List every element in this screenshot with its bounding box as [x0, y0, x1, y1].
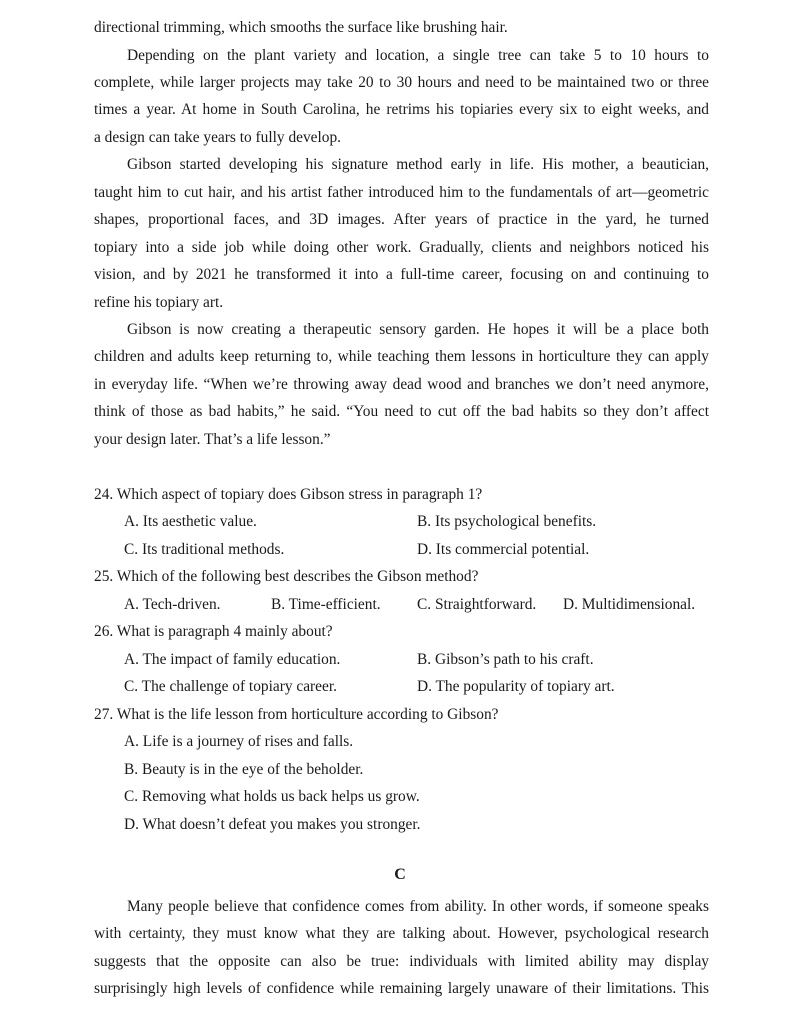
question-25-option-a[interactable]: A. Tech-driven. [124, 596, 221, 613]
question-25-option-d[interactable]: D. Multidimensional. [563, 596, 696, 613]
question-27-option-a[interactable]: A. Life is a journey of rises and falls. [124, 733, 354, 750]
question-25-stem: 25. Which of the following best describes the Gibson method? [94, 568, 479, 585]
passage-line: your design later. That’s a life lesson.” [94, 431, 331, 448]
passage-line: surprisingly high levels of confidence while remaining largely unaware of their limitations. This [94, 980, 709, 997]
question-26-stem: 26. What is paragraph 4 mainly about? [94, 623, 333, 640]
question-24-option-d[interactable]: D. Its commercial potential. [417, 541, 590, 558]
passage-line: a design can take years to fully develop. [94, 129, 342, 146]
passage-line: topiary into a side job while doing other work. Gradually, clients and neighbors noticed his [94, 239, 709, 256]
question-27-stem: 27. What is the life lesson from horticulture according to Gibson? [94, 706, 499, 723]
question-26-option-a[interactable]: A. The impact of family education. [124, 651, 341, 668]
question-24-option-a[interactable]: A. Its aesthetic value. [124, 513, 257, 530]
passage-line: in everyday life. “When we’re throwing away dead wood and branches we don’t need anymore, [94, 376, 709, 393]
passage-line: times a year. At home in South Carolina, he retrims his topiaries every six to eight weeks, and [94, 101, 709, 118]
passage-line: complete, while larger projects may take 20 to 30 hours and need to be maintained two or three [94, 74, 709, 91]
passage-line: Many people believe that confidence comes from ability. In other words, if someone speaks [127, 898, 709, 915]
question-27-option-c[interactable]: C. Removing what holds us back helps us grow. [124, 788, 420, 805]
passage-line: shapes, proportional faces, and 3D images. After years of practice in the yard, he turned [94, 211, 709, 228]
question-26-option-b[interactable]: B. Gibson’s path to his craft. [417, 651, 594, 668]
passage-line: refine his topiary art. [94, 294, 224, 311]
passage-line: taught him to cut hair, and his artist father introduced him to the fundamentals of art—geometric [94, 184, 709, 201]
question-27-option-d[interactable]: D. What doesn’t defeat you makes you stronger. [124, 816, 421, 833]
question-27-option-b[interactable]: B. Beauty is in the eye of the beholder. [124, 761, 364, 778]
passage-line: vision, and by 2021 he transformed it into a full-time career, focusing on and continuing to [94, 266, 709, 283]
passage-line: directional trimming, which smooths the surface like brushing hair. [94, 19, 508, 36]
question-26-option-d[interactable]: D. The popularity of topiary art. [417, 678, 615, 695]
passage-line: Depending on the plant variety and location, a single tree can take 5 to 10 hours to [127, 47, 709, 64]
question-25-option-c[interactable]: C. Straightforward. [417, 596, 537, 613]
passage-line: with certainty, they must know what they are talking about. However, psychological research [94, 925, 709, 942]
passage-line: Gibson started developing his signature method early in life. His mother, a beautician, [127, 156, 709, 173]
question-24-option-b[interactable]: B. Its psychological benefits. [417, 513, 597, 530]
question-24-option-c[interactable]: C. Its traditional methods. [124, 541, 285, 558]
question-25-option-b[interactable]: B. Time-efficient. [271, 596, 381, 613]
passage-line: think of those as bad habits,” he said. “You need to cut off the bad habits so they don’t affect [94, 403, 709, 420]
question-26-option-c[interactable]: C. The challenge of topiary career. [124, 678, 337, 695]
question-24-stem: 24. Which aspect of topiary does Gibson stress in paragraph 1? [94, 486, 483, 503]
section-heading: C [394, 866, 406, 883]
passage-line: Gibson is now creating a therapeutic sensory garden. He hopes it will be a place both [127, 321, 709, 338]
passage-line: children and adults keep returning to, while teaching them lessons in horticulture they can apply [94, 348, 709, 365]
passage-line: suggests that the opposite can also be true: individuals with limited ability may display [94, 953, 709, 970]
